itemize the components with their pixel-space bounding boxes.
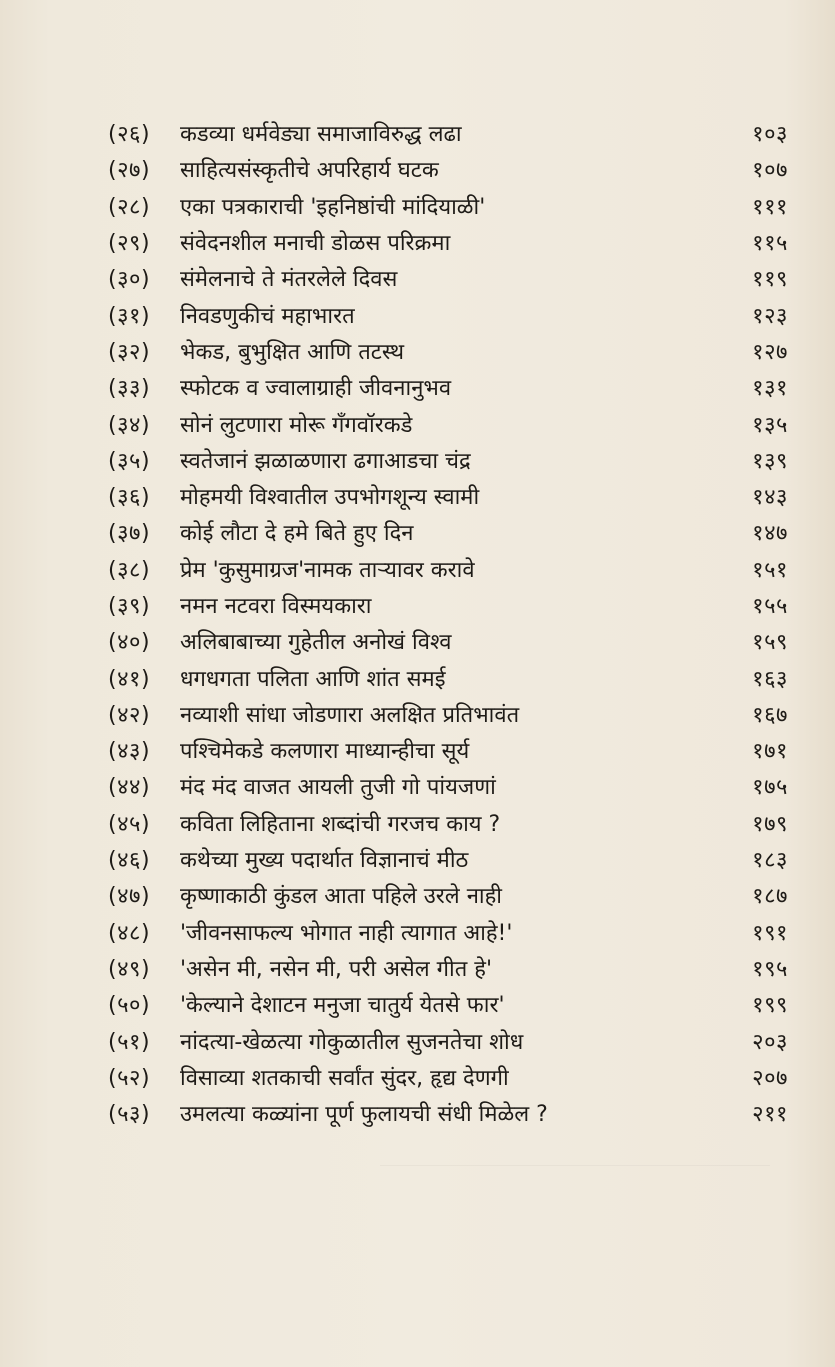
entry-title: एका पत्रकाराची 'इहनिष्ठांची मांदियाळी' <box>180 194 486 220</box>
entry-title: नमन नटवरा विस्मयकारा <box>180 594 372 619</box>
toc-entry <box>108 698 788 734</box>
toc-entry <box>108 916 788 952</box>
toc-entry <box>108 807 788 843</box>
toc-entry <box>108 770 788 806</box>
entry-title: भेकड, बुभुक्षित आणि तटस्थ <box>180 339 405 365</box>
entry-number: (३१) <box>108 303 151 329</box>
entry-title: मोहमयी विश्वातील उपभोगशून्य स्वामी <box>180 485 480 511</box>
entry-title: स्फोटक व ज्वालाग्राही जीवनानुभव <box>180 376 452 402</box>
entry-number: (२७) <box>108 158 151 184</box>
entry-title: धगधगता पलिता आणि शांत समई <box>180 666 446 692</box>
entry-title: नव्याशी सांधा जोडणारा अलक्षित प्रतिभावंत <box>180 702 520 728</box>
toc-entry <box>108 190 788 226</box>
entry-title: कृष्णाकाठी कुंडल आता पहिले उरले नाही <box>180 884 502 910</box>
entry-page-number: २०७ <box>752 1065 788 1091</box>
toc-entry <box>108 734 788 770</box>
toc-entry <box>108 335 788 371</box>
toc-entry <box>108 1024 788 1060</box>
entry-title: 'केल्याने देशाटन मनुजा चातुर्य येतसे फार' <box>180 993 505 1019</box>
entry-number: (४३) <box>108 739 151 765</box>
entry-title: संमेलनाचे ते मंतरलेले दिवस <box>180 267 398 293</box>
entry-title: 'जीवनसाफल्य भोगात नाही त्यागात आहे!' <box>180 920 513 946</box>
entry-page-number: १११ <box>752 194 788 220</box>
entry-title: 'असेन मी, नसेन मी, परी असेल गीत हे' <box>180 956 493 982</box>
toc-entry <box>108 371 788 407</box>
entry-page-number: १२३ <box>752 303 788 329</box>
entry-number: (४८) <box>108 920 151 946</box>
entry-title: पश्चिमेकडे कलणारा माध्यान्हीचा सूर्य <box>180 739 470 765</box>
entry-number: (२६) <box>108 122 151 148</box>
entry-number: (२९) <box>108 231 151 257</box>
entry-page-number: १८३ <box>752 848 788 874</box>
entry-page-number: २०३ <box>752 1029 788 1055</box>
toc-entry <box>108 480 788 516</box>
entry-title: निवडणुकीचं महाभारत <box>180 303 355 329</box>
entry-number: (२८) <box>108 194 151 220</box>
entry-number: (३६) <box>108 485 151 511</box>
toc-entry <box>108 988 788 1024</box>
entry-number: (४०) <box>108 630 151 656</box>
toc-entry <box>108 589 788 625</box>
toc-entry <box>108 262 788 298</box>
entry-page-number: १९९ <box>752 993 788 1019</box>
entry-number: (४६) <box>108 848 151 874</box>
entry-number: (४२) <box>108 702 151 728</box>
entry-number: (३२) <box>108 339 151 365</box>
entry-title: कडव्या धर्मवेड्या समाजाविरुद्ध लढा <box>180 122 462 148</box>
entry-title: अलिबाबाच्या गुहेतील अनोखं विश्व <box>180 630 452 656</box>
entry-page-number: १६७ <box>752 702 788 728</box>
entry-number: (३०) <box>108 267 151 293</box>
toc-entry <box>108 407 788 443</box>
entry-page-number: १२७ <box>752 339 788 365</box>
entry-title: विसाव्या शतकाची सर्वांत सुंदर, हृद्य देणगी <box>180 1065 509 1091</box>
entry-title: मंद मंद वाजत आयली तुजी गो पांयजणां <box>180 775 496 801</box>
entry-page-number: १४३ <box>752 485 788 511</box>
entry-number: (४५) <box>108 811 151 837</box>
toc-entry <box>108 298 788 334</box>
entry-page-number: ११५ <box>752 231 788 257</box>
entry-page-number: १४७ <box>752 521 788 547</box>
entry-page-number: १७१ <box>752 739 788 765</box>
entry-number: (४७) <box>108 884 151 910</box>
toc-entry <box>108 516 788 552</box>
page-edge-shadow <box>380 1165 770 1226</box>
entry-title: सोनं लुटणारा मोरू गँगवॉरकडे <box>180 412 413 438</box>
entry-title: साहित्यसंस्कृतीचे अपरिहार्य घटक <box>180 158 439 184</box>
entry-number: (५१) <box>108 1029 151 1055</box>
entry-page-number: १९५ <box>752 956 788 982</box>
entry-number: (४४) <box>108 775 151 801</box>
toc-entry <box>108 226 788 262</box>
toc-entry <box>108 843 788 879</box>
entry-page-number: १३९ <box>752 448 788 474</box>
toc-entry <box>108 879 788 915</box>
entry-number: (३४) <box>108 412 151 438</box>
entry-number: (३८) <box>108 557 151 583</box>
entry-page-number: २११ <box>752 1102 788 1128</box>
entry-title: प्रेम 'कुसुमाग्रज'नामक ताऱ्यावर करावे <box>180 557 475 583</box>
entry-page-number: १६३ <box>752 666 788 692</box>
toc-entry <box>108 444 788 480</box>
entry-page-number: १८७ <box>752 884 788 910</box>
toc-entry <box>108 952 788 988</box>
entry-title: उमलत्या कळ्यांना पूर्ण फुलायची संधी मिळेल ? <box>180 1102 548 1128</box>
entry-title: कथेच्या मुख्य पदार्थात विज्ञानाचं मीठ <box>180 848 469 874</box>
table-of-contents <box>108 117 788 1133</box>
entry-number: (५०) <box>108 993 151 1019</box>
entry-page-number: १५१ <box>752 557 788 583</box>
entry-number: (३७) <box>108 521 151 547</box>
entry-number: (५२) <box>108 1065 151 1091</box>
toc-entry <box>108 1097 788 1133</box>
entry-number: (३५) <box>108 448 151 474</box>
entry-page-number: ११९ <box>752 267 788 293</box>
entry-number: (३९) <box>108 594 151 619</box>
entry-page-number: १०३ <box>752 122 788 148</box>
entry-page-number: १५५ <box>752 594 788 619</box>
entry-title: कोई लौटा दे हमे बिते हुए दिन <box>180 521 414 547</box>
entry-page-number: १३१ <box>752 376 788 402</box>
entry-number: (४९) <box>108 956 151 982</box>
toc-entry <box>108 117 788 153</box>
entry-page-number: १७९ <box>752 811 788 837</box>
entry-title: स्वतेजानं झळाळणारा ढगाआडचा चंद्र <box>180 448 471 474</box>
entry-number: (५३) <box>108 1102 151 1128</box>
entry-title: कविता लिहिताना शब्दांची गरजच काय ? <box>180 811 501 837</box>
entry-page-number: १७५ <box>752 775 788 801</box>
entry-number: (४१) <box>108 666 151 692</box>
entry-title: नांदत्या-खेळत्या गोकुळातील सुजनतेचा शोध <box>180 1029 524 1055</box>
entry-number: (३३) <box>108 376 151 402</box>
toc-entry <box>108 153 788 189</box>
toc-entry <box>108 661 788 697</box>
toc-entry <box>108 553 788 589</box>
entry-page-number: १०७ <box>752 158 788 184</box>
entry-page-number: १३५ <box>752 412 788 438</box>
entry-page-number: १९१ <box>752 920 788 946</box>
toc-entry <box>108 1061 788 1097</box>
entry-title: संवेदनशील मनाची डोळस परिक्रमा <box>180 231 451 257</box>
entry-page-number: १५९ <box>752 630 788 656</box>
toc-entry <box>108 625 788 661</box>
